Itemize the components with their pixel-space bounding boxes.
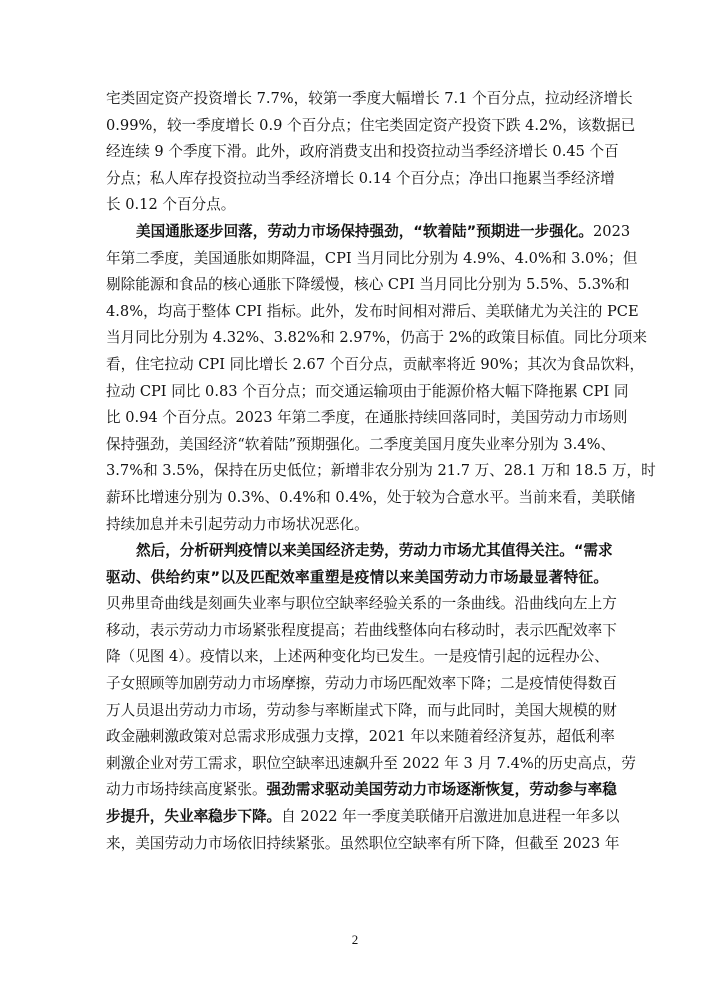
text-line [106,379,629,406]
bold-text-segment: 步提升，失业率稳步下降。 [106,808,282,826]
text-line [106,671,617,698]
text-segment: 降（见图 4）。疫情以来，上述两种变化均已发生。一是疫情引起的远程办公、 [106,648,609,666]
text-line [106,512,608,539]
text-line [106,432,616,459]
text-line [106,698,617,725]
text-line [106,166,615,193]
text-line [106,325,647,352]
text-line [106,831,620,858]
text-segment: 保持强劲，美国经济“软着陆”预期强化。二季度美国月度失业率分别为 3.4%、 [106,435,616,453]
text-segment: 移动，表示劳动力市场紧张程度提高；若曲线整体向右移动时，表示匹配效率下 [106,621,617,639]
text-line [106,405,628,432]
text-line [106,565,608,592]
bold-text-segment: 驱动、供给约束”以及匹配效率重塑是疫情以来美国劳动力市场最显著特征。 [106,568,608,586]
text-segment: 年第二季度，美国通胀如期降温，CPI 当月同比分别为 4.9%、4.0%和 3.0%；但 [106,249,638,267]
bold-text-segment: 美国通胀逐步回落，劳动力市场保持强劲，“软着陆”预期进一步强化。 [136,222,593,240]
text-line [106,246,638,273]
text-line [106,113,636,140]
text-line [106,352,645,379]
text-segment: 长 0.12 个百分点。 [106,196,236,214]
text-segment: 看，住宅拉动 CPI 同比增长 2.67 个百分点，贡献率将近 90%；其次为食品饮料， [106,355,645,373]
text-line [106,192,608,219]
text-segment: 动力市场持续高度紧张。 [106,781,267,799]
text-segment: 政金融刺激政策对总需求形成强力支撑，2021 年以来随着经济复苏，超低利率 [106,728,615,746]
text-segment: 来，美国劳动力市场依旧持续紧张。虽然职位空缺率有所下降，但截至 2023 年 [106,834,620,852]
text-segment: 自 2022 年一季度美联储开启激进加息进程一年多以 [281,808,620,826]
text-segment: 0.99%，较一季度增长 0.9 个百分点；住宅类固定资产投资下跌 4.2%，该数据已 [106,116,636,134]
text-segment: 拉动 CPI 同比 0.83 个百分点；而交通运输项由于能源价格大幅下降拖累 CPI 同 [106,382,629,400]
text-line [106,299,639,326]
text-line [106,724,615,751]
text-line [106,618,617,645]
text-line [106,591,617,618]
text-segment: 剔除能源和食品的核心通胀下降缓慢，核心 CPI 当月同比分别为 5.5%、5.3%和 [106,276,630,294]
document-body [106,86,656,857]
text-line [106,458,656,485]
text-segment: 子女照顾等加剧劳动力市场摩擦，劳动力市场匹配效率下降；二是疫情使得数百 [106,675,617,693]
text-line [106,139,619,166]
text-line [106,86,633,113]
text-segment: 2023 [593,222,631,240]
text-segment: 宅类固定资产投资增长 7.7%，较第一季度大幅增长 7.1 个百分点，拉动经济增长 [106,90,633,107]
text-segment: 刺激企业对劳工需求，职位空缺率迅速飙升至 2022 年 3 月 7.4%的历史高点，劳 [106,754,636,772]
text-line [106,485,636,512]
text-line [106,777,617,804]
bold-text-segment: 强劲需求驱动美国劳动力市场逐渐恢复，劳动参与率稳 [266,781,617,799]
text-segment: 经连续 9 个季度下滑。此外，政府消费支出和投资拉动当季经济增长 0.45 个百 [106,143,619,161]
page-number: 2 [351,932,359,947]
text-line [106,538,613,565]
text-line [106,751,636,778]
text-segment: 贝弗里奇曲线是刻画失业率与职位空缺率经验关系的一条曲线。沿曲线向左上方 [106,595,617,613]
bold-text-segment: 然后，分析研判疫情以来美国经济走势，劳动力市场尤其值得关注。“需求 [136,542,613,560]
text-segment: 分点；私人库存投资拉动当季经济增长 0.14 个百分点；净出口拖累当季经济增 [106,169,615,187]
text-segment: 当月同比分别为 4.32%、3.82%和 2.97%，仍高于 2%的政策目标值。同比分项来 [106,329,647,347]
text-line [106,219,631,246]
text-segment: 持续加息并未引起劳动力市场状况恶化。 [106,515,369,533]
text-segment: 4.8%，均高于整体 CPI 指标。此外，发布时间相对滞后、美联储尤为关注的 PCE [106,302,639,320]
text-segment: 3.7%和 3.5%，保持在历史低位；新增非农分别为 21.7 万、28.1 万和 18.5 万，时 [106,462,656,480]
text-line [106,272,630,299]
text-line [106,644,608,671]
text-line [106,804,620,831]
text-segment: 比 0.94 个百分点。2023 年第二季度，在通胀持续回落同时，美国劳动力市场则 [106,409,628,427]
text-segment: 薪环比增速分别为 0.3%、0.4%和 0.4%，处于较为合意水平。当前来看，美联储 [106,488,636,506]
text-segment: 万人员退出劳动力市场，劳动参与率断崖式下降，而与此同时，美国大规模的财 [106,701,617,719]
